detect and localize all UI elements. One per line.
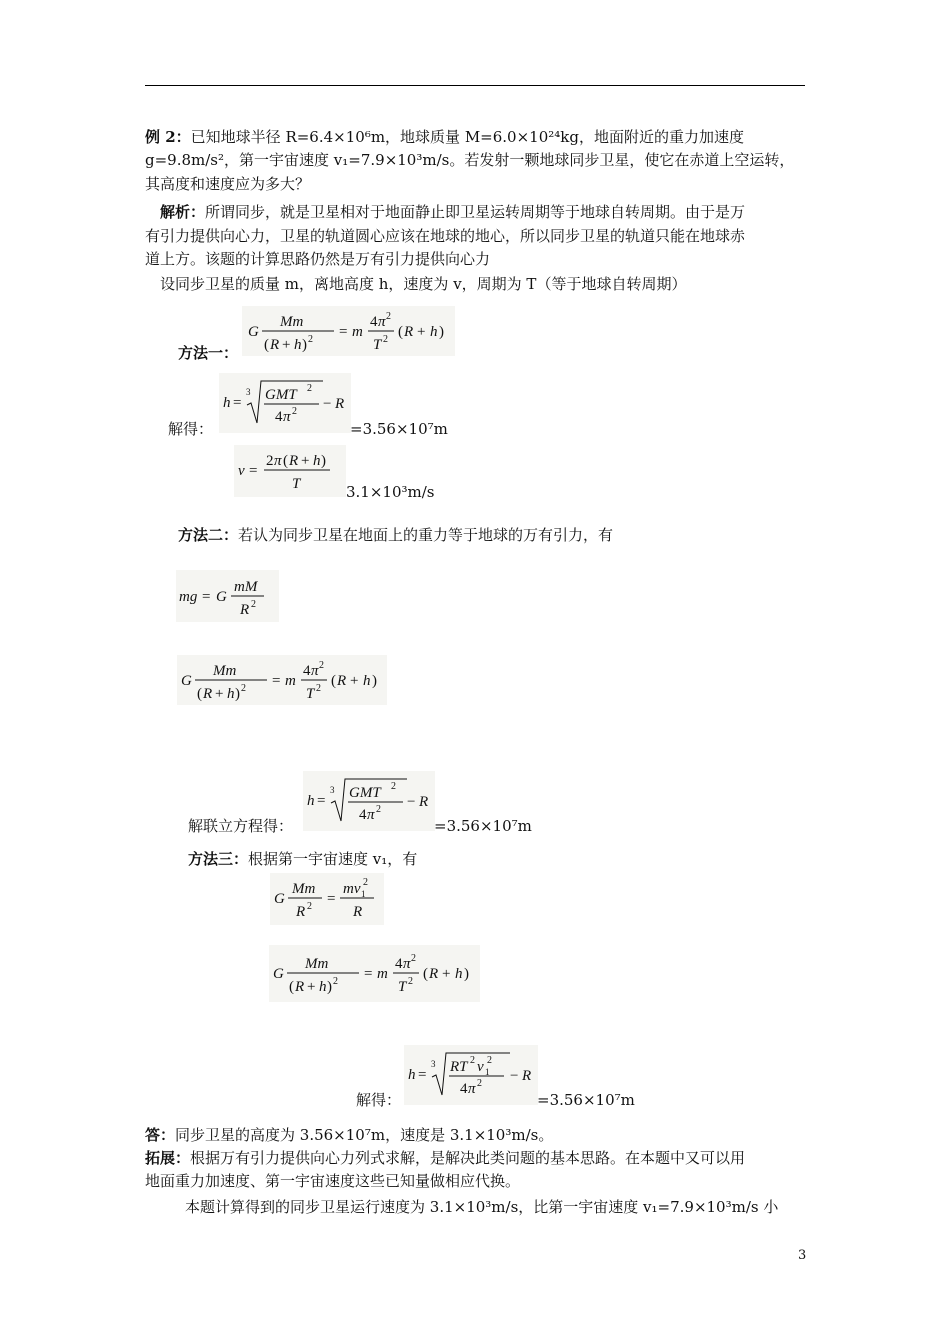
svg-text:G: G xyxy=(216,589,227,605)
svg-text:−: − xyxy=(510,1068,519,1084)
svg-text:R: R xyxy=(295,979,305,995)
svg-text:R: R xyxy=(353,904,363,920)
svg-text:(: ( xyxy=(264,337,269,353)
svg-text:π: π xyxy=(283,409,291,425)
svg-text:+: + xyxy=(215,686,224,702)
formula-first-cosmic-velocity xyxy=(270,873,384,925)
svg-text:h: h xyxy=(363,673,371,689)
svg-text:RT: RT xyxy=(450,1059,468,1075)
svg-text:−: − xyxy=(407,794,416,810)
svg-text:v: v xyxy=(238,463,245,479)
svg-text:R: R xyxy=(429,966,439,982)
method1-h-result: =3.56×10⁷m xyxy=(350,420,448,438)
svg-text:2: 2 xyxy=(307,901,312,912)
formula-gravity-centripetal-1 xyxy=(242,306,455,356)
svg-text:=: = xyxy=(249,463,258,479)
svg-text:G: G xyxy=(274,891,285,907)
svg-text:R: R xyxy=(522,1068,532,1084)
example-line-3: 其高度和速度应为多大？ xyxy=(145,175,311,193)
formula-gravity-centripetal-2 xyxy=(177,655,387,705)
svg-text:h: h xyxy=(307,793,315,809)
method3-line xyxy=(188,848,417,871)
method1-solve-label: 解得： xyxy=(168,420,214,438)
svg-text:(: ( xyxy=(423,966,428,982)
svg-text:GMT: GMT xyxy=(265,387,297,403)
svg-text:(: ( xyxy=(331,673,336,689)
svg-text:(: ( xyxy=(283,453,288,469)
svg-text:+: + xyxy=(282,337,291,353)
answer-label: 答： xyxy=(145,1126,176,1144)
svg-text:): ) xyxy=(439,324,444,340)
method3-solve-label: 解得： xyxy=(356,1091,402,1109)
svg-text:(: ( xyxy=(289,979,294,995)
svg-text:π: π xyxy=(274,453,282,469)
svg-text:T: T xyxy=(306,686,315,702)
header-rule xyxy=(145,85,805,86)
svg-text:R: R xyxy=(404,324,414,340)
svg-text:Mm: Mm xyxy=(280,314,304,330)
svg-text:=: = xyxy=(202,589,211,605)
svg-text:=: = xyxy=(418,1067,427,1083)
svg-text:4: 4 xyxy=(395,956,403,972)
extension-label: 拓展： xyxy=(145,1149,191,1167)
extension-line-1 xyxy=(145,1147,745,1170)
svg-text:T: T xyxy=(398,979,407,995)
svg-text:2: 2 xyxy=(333,976,338,987)
method3-label: 方法三： xyxy=(188,850,249,868)
svg-text:3: 3 xyxy=(330,785,335,795)
method2-solve-label: 解联立方程得： xyxy=(188,817,294,835)
example-line-2: g=9.8m/s²，第一宇宙速度 v₁=7.9×10³m/s。若发射一颗地球同步卫星，使它在赤道上空运转， xyxy=(145,151,795,169)
svg-text:2: 2 xyxy=(319,660,324,671)
svg-text:2: 2 xyxy=(408,976,413,987)
svg-text:R: R xyxy=(289,453,299,469)
svg-text:v: v xyxy=(477,1059,484,1075)
svg-text:π: π xyxy=(468,1081,476,1097)
svg-text:4: 4 xyxy=(359,807,367,823)
svg-text:h: h xyxy=(294,337,302,353)
svg-text:π: π xyxy=(403,956,411,972)
svg-text:G: G xyxy=(248,324,259,340)
analysis-label: 解析： xyxy=(160,203,206,221)
formula-height-1 xyxy=(219,373,351,433)
svg-text:): ) xyxy=(321,453,326,469)
svg-text:h: h xyxy=(313,453,321,469)
svg-text:−: − xyxy=(323,396,332,412)
formula-velocity xyxy=(234,445,346,497)
svg-text:GMT: GMT xyxy=(349,785,381,801)
method3-h-result: =3.56×10⁷m xyxy=(537,1091,635,1109)
svg-text:=: = xyxy=(272,673,281,689)
svg-text:h: h xyxy=(430,324,438,340)
svg-text:2: 2 xyxy=(316,683,321,694)
svg-text:4: 4 xyxy=(275,409,283,425)
analysis-line-2: 有引力提供向心力，卫星的轨道圆心应该在地球的地心，所以同步卫星的轨道只能在地球赤 xyxy=(145,227,746,245)
svg-text:=: = xyxy=(364,966,373,982)
svg-text:+: + xyxy=(442,966,451,982)
method2-text: 若认为同步卫星在地面上的重力等于地球的万有引力，有 xyxy=(238,526,614,544)
svg-text:2: 2 xyxy=(391,781,396,792)
method2-h-result: =3.56×10⁷m xyxy=(434,817,532,835)
svg-text:+: + xyxy=(307,979,316,995)
svg-text:G: G xyxy=(181,673,192,689)
svg-text:mg: mg xyxy=(179,589,198,605)
svg-text:): ) xyxy=(372,673,377,689)
svg-text:G: G xyxy=(273,966,284,982)
svg-text:+: + xyxy=(350,673,359,689)
svg-text:h: h xyxy=(223,395,231,411)
svg-text:m: m xyxy=(352,324,363,340)
method2-label: 方法二： xyxy=(178,526,239,544)
extension-text-1: 根据万有引力提供向心力列式求解，是解决此类问题的基本思路。在本题中又可以用 xyxy=(190,1149,746,1167)
method3-text: 根据第一宇宙速度 v₁，有 xyxy=(248,850,418,868)
svg-text:2: 2 xyxy=(251,599,256,610)
svg-text:(: ( xyxy=(398,324,403,340)
svg-text:mv: mv xyxy=(343,881,361,897)
formula-gravity-weight xyxy=(176,570,279,622)
svg-text:2: 2 xyxy=(411,953,416,964)
svg-text:2: 2 xyxy=(363,877,368,888)
svg-text:): ) xyxy=(235,686,240,702)
svg-text:R: R xyxy=(296,904,306,920)
svg-text:m: m xyxy=(285,673,296,689)
svg-text:3: 3 xyxy=(431,1059,436,1069)
svg-text:m: m xyxy=(377,966,388,982)
example-label: 例 2： xyxy=(145,128,191,146)
svg-text:Mm: Mm xyxy=(305,956,329,972)
svg-text:4: 4 xyxy=(370,314,378,330)
svg-text:h: h xyxy=(408,1067,416,1083)
answer-line xyxy=(145,1124,553,1147)
svg-text:1: 1 xyxy=(361,889,366,899)
svg-text:): ) xyxy=(464,966,469,982)
example-text-1: 已知地球半径 R=6.4×10⁶m，地球质量 M=6.0×10²⁴kg，地面附近的重力加速度 xyxy=(190,128,744,146)
extension-line-3: 本题计算得到的同步卫星运行速度为 3.1×10³m/s，比第一宇宙速度 v₁=7.9×10³m/s 小 xyxy=(185,1198,779,1216)
svg-text:π: π xyxy=(378,314,386,330)
svg-text:R: R xyxy=(419,794,429,810)
svg-text:=: = xyxy=(317,793,326,809)
answer-text: 同步卫星的高度为 3.56×10⁷m，速度是 3.1×10³m/s。 xyxy=(175,1126,554,1144)
analysis-line-3: 道上方。该题的计算思路仍然是万有引力提供向心力 xyxy=(145,250,491,268)
svg-text:+: + xyxy=(417,324,426,340)
svg-text:1: 1 xyxy=(485,1067,490,1077)
svg-text:=: = xyxy=(233,395,242,411)
svg-text:h: h xyxy=(319,979,327,995)
svg-text:2: 2 xyxy=(487,1055,492,1066)
svg-text:2: 2 xyxy=(241,683,246,694)
svg-text:4: 4 xyxy=(460,1081,468,1097)
svg-text:π: π xyxy=(367,807,375,823)
svg-text:=: = xyxy=(327,891,336,907)
svg-text:2: 2 xyxy=(470,1055,475,1066)
svg-text:T: T xyxy=(373,337,382,353)
method1-label: 方法一： xyxy=(178,344,239,362)
svg-text:2: 2 xyxy=(292,406,297,417)
svg-text:Mm: Mm xyxy=(292,881,316,897)
svg-text:): ) xyxy=(327,979,332,995)
svg-text:2: 2 xyxy=(383,334,388,345)
svg-text:3: 3 xyxy=(246,387,251,397)
svg-text:mM: mM xyxy=(234,579,258,595)
svg-text:R: R xyxy=(337,673,347,689)
svg-text:=: = xyxy=(339,324,348,340)
example-line-1 xyxy=(145,126,744,149)
svg-text:h: h xyxy=(227,686,235,702)
svg-text:): ) xyxy=(302,337,307,353)
formula-height-3 xyxy=(404,1045,538,1105)
analysis-line-1 xyxy=(160,201,745,224)
svg-text:2: 2 xyxy=(266,453,274,469)
svg-text:2: 2 xyxy=(308,334,313,345)
formula-gravity-centripetal-3 xyxy=(269,945,480,1002)
svg-text:T: T xyxy=(292,476,301,492)
svg-text:R: R xyxy=(240,602,250,618)
svg-text:4: 4 xyxy=(303,663,311,679)
analysis-text-1: 所谓同步，就是卫星相对于地面静止即卫星运转周期等于地球自转周期。由于是万 xyxy=(205,203,746,221)
svg-text:+: + xyxy=(301,453,310,469)
svg-text:h: h xyxy=(455,966,463,982)
formula-height-2 xyxy=(303,771,435,831)
svg-text:π: π xyxy=(311,663,319,679)
svg-text:R: R xyxy=(270,337,280,353)
svg-text:R: R xyxy=(335,396,345,412)
svg-text:R: R xyxy=(203,686,213,702)
svg-text:(: ( xyxy=(197,686,202,702)
page-number: 3 xyxy=(798,1248,807,1263)
svg-text:2: 2 xyxy=(307,383,312,394)
analysis-line-4: 设同步卫星的质量 m，离地高度 h，速度为 v，周期为 T（等于地球自转周期） xyxy=(160,275,687,293)
svg-text:2: 2 xyxy=(376,804,381,815)
svg-text:Mm: Mm xyxy=(213,663,237,679)
method2-line xyxy=(178,524,613,547)
method1-v-result: 3.1×10³m/s xyxy=(346,483,435,501)
svg-text:2: 2 xyxy=(477,1078,482,1089)
extension-line-2: 地面重力加速度、第一宇宙速度这些已知量做相应代换。 xyxy=(145,1172,521,1190)
svg-text:2: 2 xyxy=(386,311,391,322)
